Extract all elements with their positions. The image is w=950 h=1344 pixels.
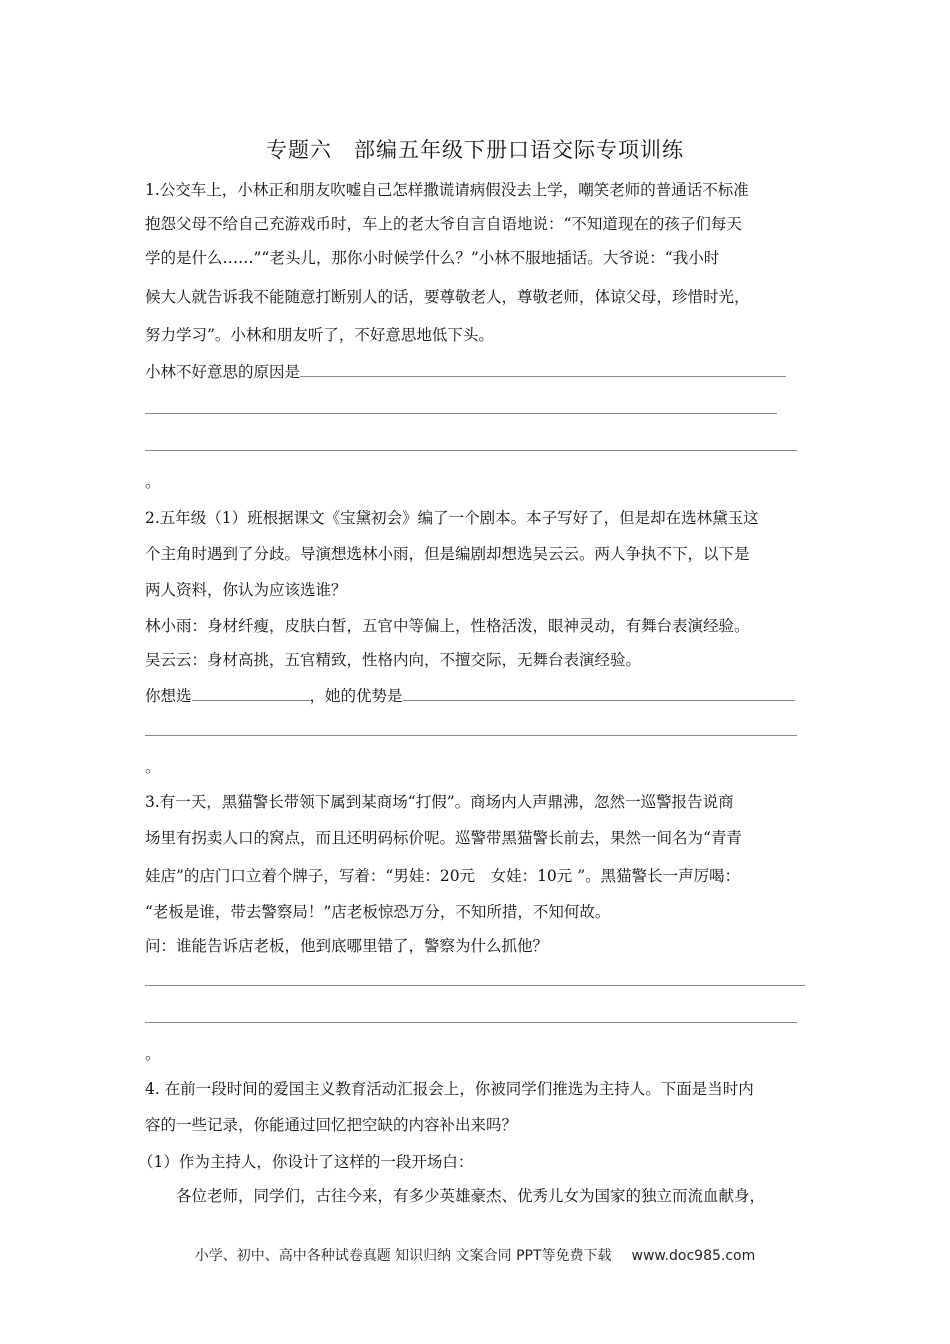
q1-line-5: 努力学习”。小林和朋友听了，不好意思地低下头。 (145, 326, 494, 344)
q1-answer-line-3[interactable] (145, 450, 797, 451)
page-footer (0, 1245, 950, 1265)
q3-line-4: “老板是谁，带去警察局！”店老板惊恐万分，不知所措，不知何故。 (145, 903, 611, 921)
q3-answer-line-2[interactable] (145, 1022, 797, 1023)
q4-line-4: 各位老师，同学们，古往今来，有多少英雄豪杰、优秀儿女为国家的独立而流血献身， (145, 1187, 766, 1205)
q2-line-2: 个主角时遇到了分歧。导演想选林小雨，但是编剧却想选吴云云。两人争执不下，以下是 (145, 545, 750, 563)
q4-line-1: 4. 在前一段时间的爱国主义教育活动汇报会上，你被同学们推选为主持人。下面是当时内 (145, 1080, 754, 1098)
q2-line-1: 2.五年级（1）班根据课文《宝黛初会》编了一个剧本。本子写好了，但是却在选林黛玉这 (145, 509, 759, 527)
q2-line-5: 吴云云：身材高挑，五官精致，性格内向，不擅交际，无舞台表演经验。 (145, 651, 642, 669)
footer-text: 小学、初中、高中各种试卷真题 知识归纳 文案合同 PPT等免费下载 (194, 1248, 612, 1264)
q3-answer-line-1[interactable] (145, 985, 805, 986)
q1-prompt-text: 小林不好意思的原因是 (145, 363, 301, 381)
q4-line-2: 容的一些记录，你能通过回忆把空缺的内容补出来吗？ (145, 1116, 518, 1134)
q2-line-4: 林小雨：身材纤瘦，皮肤白皙，五官中等偏上，性格活泼，眼神灵动，有舞台表演经验。 (145, 617, 750, 635)
q2-choice-blank[interactable] (192, 699, 310, 701)
q2-answer-prompt (145, 684, 795, 706)
q2-advantage-blank[interactable] (403, 699, 795, 701)
page-title: 专题六 部编五年级下册口语交际专项训练 (266, 138, 684, 162)
q3-line-1: 3.有一天，黑猫警长带领下属到某商场“打假”。商场内人声鼎沸，忽然一巡警报告说商 (145, 793, 734, 811)
q3-line-5: 问：谁能告诉店老板，他到底哪里错了，警察为什么抓他？ (145, 937, 549, 955)
footer-url[interactable]: www.doc985.com (631, 1248, 756, 1264)
q1-end-mark: 。 (145, 473, 161, 491)
q2-line-3: 两人资料，你认为应该选谁？ (145, 581, 347, 599)
q1-line-2: 抱怨父母不给自己充游戏币时，车上的老大爷自言自语地说：“不知道现在的孩子们每天 (145, 215, 742, 233)
q3-end-mark: 。 (145, 1045, 161, 1063)
q1-line-1: 1.公交车上，小林正和朋友吹嘘自己怎样撒谎请病假没去上学，嘲笑老师的普通话不标准 (145, 181, 749, 199)
q3-line-2: 场里有拐卖人口的窝点，而且还明码标价呢。巡警带黑猫警长前去，果然一间名为“青青 (145, 829, 742, 847)
q1-answer-line-2[interactable] (145, 413, 777, 414)
q1-line-4: 候大人就告诉我不能随意打断别人的话，要尊敬老人，尊敬老师，体谅父母，珍惜时光， (145, 288, 750, 306)
q3-line-3: 娃店”的店门口立着个牌子，写着：“男娃：20元 女娃：10元 ”。黑猫警长一声厉喝： (145, 867, 741, 885)
q2-prompt-advantage: ，她的优势是 (309, 687, 403, 705)
q2-prompt-choose: 你想选 (145, 687, 192, 705)
q1-line-3: 学的是什么……”“老头儿，那你小时候学什么？”小林不服地插话。大爷说：“我小时 (145, 249, 720, 267)
q1-answer-prompt (145, 360, 786, 382)
q2-answer-line-2[interactable] (145, 735, 797, 736)
q4-line-3: （1）作为主持人，你设计了这样的一段开场白： (138, 1153, 474, 1171)
q2-end-mark: 。 (145, 758, 161, 776)
q1-answer-blank[interactable] (300, 375, 786, 377)
